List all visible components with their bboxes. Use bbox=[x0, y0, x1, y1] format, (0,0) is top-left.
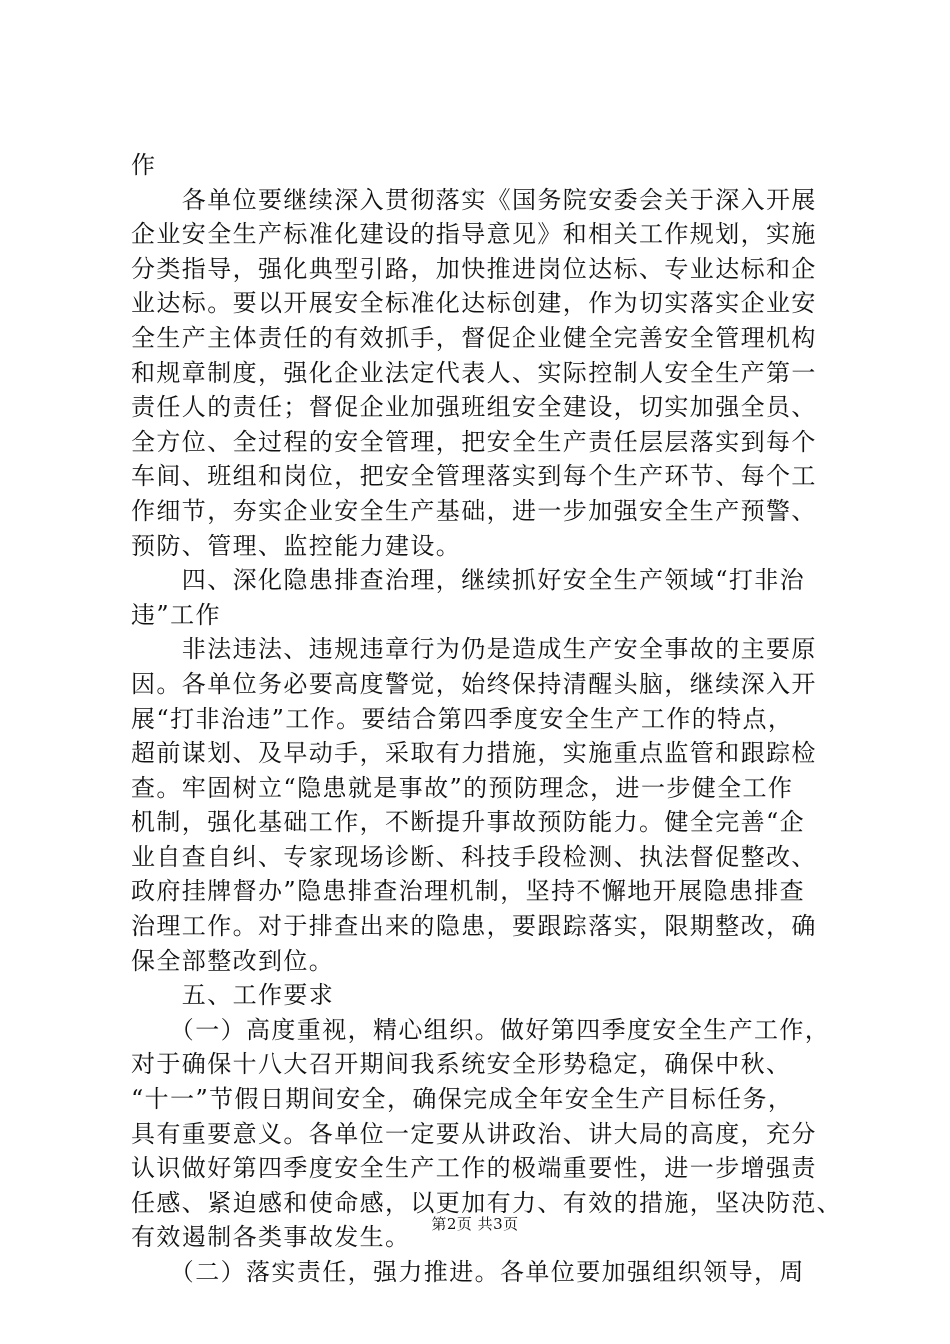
text-line: （一）高度重视，精心组织。做好第四季度安全生产工作， bbox=[131, 1015, 831, 1044]
page-number: 第2页 共3页 bbox=[431, 1215, 519, 1233]
text-line: 车间、班组和岗位，把安全管理落实到每个生产环节、每个工 bbox=[131, 462, 817, 491]
text-line: 对于确保十八大召开期间我系统安全形势稳定，确保中秋、 bbox=[131, 1050, 792, 1079]
text-line: 治理工作。对于排查出来的隐患，要跟踪落实，限期整改，确 bbox=[131, 912, 817, 941]
text-line: 四、深化隐患排查治理，继续抓好安全生产领域“打非治 bbox=[131, 566, 806, 595]
text-line: 因。各单位务必要高度警觉，始终保持清醒头脑，继续深入开 bbox=[131, 669, 817, 698]
text-line: 违”工作 bbox=[131, 600, 221, 629]
text-line: 分类指导，强化典型引路，加快推进岗位达标、专业达标和企 bbox=[131, 254, 817, 283]
text-line: 保全部整改到位。 bbox=[131, 946, 335, 975]
text-line: 有效遏制各类事故发生。 bbox=[131, 1223, 411, 1252]
text-line: “十一”节假日期间安全，确保完成全年安全生产目标任务， bbox=[131, 1085, 794, 1114]
text-line: 企业安全生产标准化建设的指导意见》和相关工作规划，实施 bbox=[131, 220, 817, 249]
text-line: 五、工作要求 bbox=[131, 981, 335, 1010]
text-line: 全方位、全过程的安全管理，把安全生产责任层层落实到每个 bbox=[131, 427, 817, 456]
text-line: 业自查自纠、专家现场诊断、科技手段检测、执法督促整改、 bbox=[131, 842, 817, 871]
text-line: 任感、紧迫感和使命感，以更加有力、有效的措施，坚决防范、 bbox=[131, 1188, 843, 1217]
text-line: 认识做好第四季度安全生产工作的极端重要性，进一步增强责 bbox=[131, 1154, 817, 1183]
text-line: 和规章制度，强化企业法定代表人、实际控制人安全生产第一 bbox=[131, 358, 817, 387]
text-line: 非法违法、违规违章行为仍是造成生产安全事故的主要原 bbox=[131, 635, 817, 664]
text-line: 作细节，夯实企业安全生产基础，进一步加强安全生产预警、 bbox=[131, 496, 817, 525]
text-line: 业达标。要以开展安全标准化达标创建，作为切实落实企业安 bbox=[131, 289, 817, 318]
text-line: （二）落实责任，强力推进。各单位要加强组织领导，周 bbox=[131, 1258, 805, 1286]
text-line: 政府挂牌督办”隐患排查治理机制，坚持不懈地开展隐患排查 bbox=[131, 877, 806, 906]
text-line: 全生产主体责任的有效抓手，督促企业健全完善安全管理机构 bbox=[131, 323, 817, 352]
text-line: 展“打非治违”工作。要结合第四季度安全生产工作的特点， bbox=[131, 704, 794, 733]
text-line: 查。牢固树立“隐患就是事故”的预防理念，进一步健全工作 bbox=[131, 773, 794, 802]
text-line: 具有重要意义。各单位一定要从讲政治、讲大局的高度，充分 bbox=[131, 1119, 817, 1148]
document-body bbox=[131, 148, 843, 1290]
text-line: 超前谋划、及早动手，采取有力措施，实施重点监管和跟踪检 bbox=[131, 739, 817, 768]
text-line: 各单位要继续深入贯彻落实《国务院安委会关于深入开展 bbox=[131, 185, 817, 214]
text-line: 作 bbox=[131, 151, 157, 179]
text-line: 机制，强化基础工作，不断提升事故预防能力。健全完善“企 bbox=[131, 808, 806, 837]
page-footer bbox=[0, 1214, 950, 1234]
text-line: 责任人的责任；督促企业加强班组安全建设，切实加强全员、 bbox=[131, 393, 817, 422]
text-line: 预防、管理、监控能力建设。 bbox=[131, 531, 462, 560]
